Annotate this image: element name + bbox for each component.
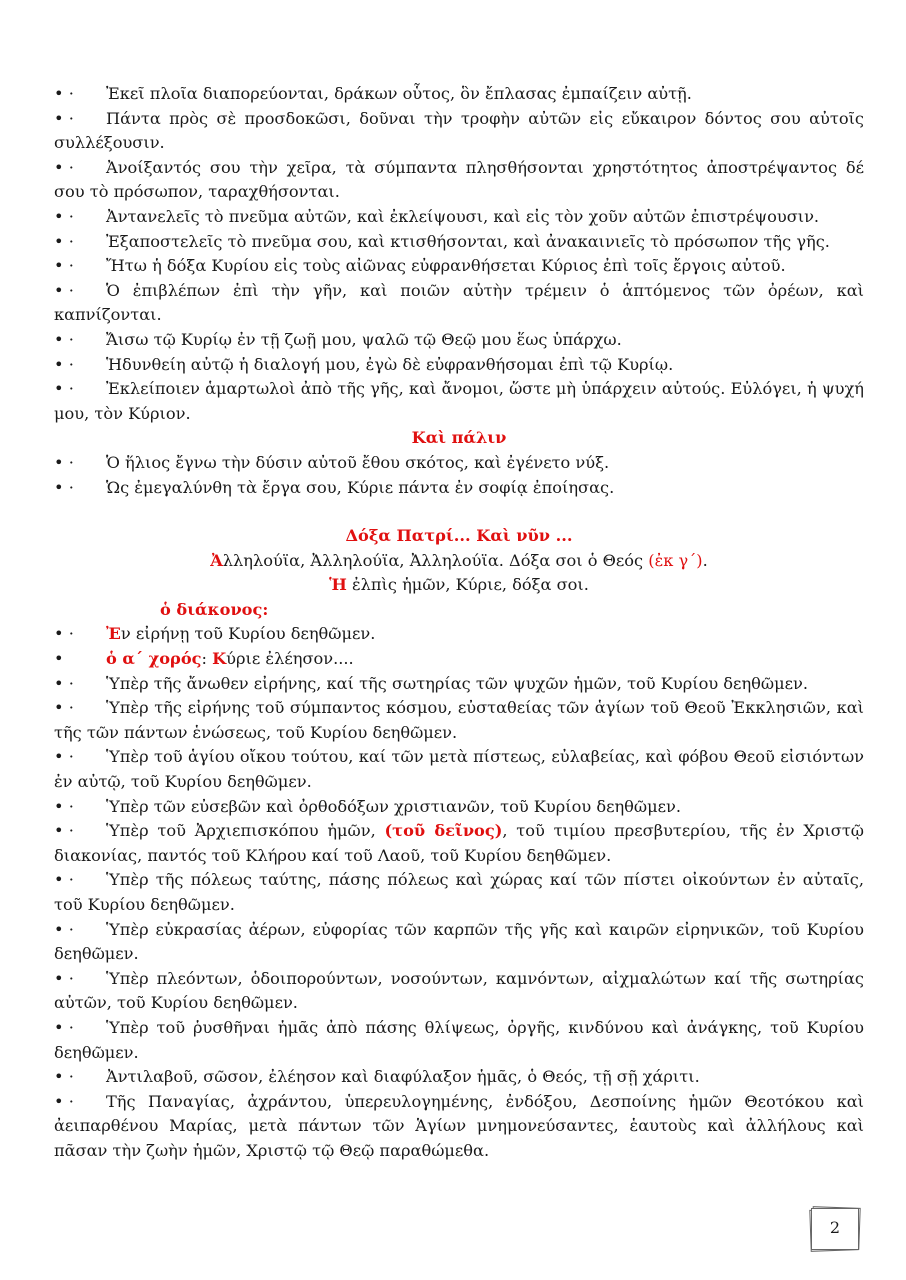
litany-petition-list bbox=[54, 672, 864, 820]
verse-line-text: Πάντα πρὸς σὲ προσδοκῶσι, δοῦναι τὴν τροφὴν αὐτῶν εἰς εὔκαιρον δόντος σου αὐτοῖς συλλέξουσιν. bbox=[54, 108, 864, 153]
petition-line bbox=[54, 1016, 864, 1065]
bullet: • · bbox=[54, 796, 74, 816]
bullet: • · bbox=[54, 1017, 74, 1037]
choir-initial: Κ bbox=[212, 649, 227, 669]
alleluia-initial: Ἀ bbox=[210, 550, 223, 570]
verse-line-text: Ἤτω ἡ δόξα Κυρίου εἰς τοὺς αἰῶνας εὐφρανθήσεται Κύριος ἐπὶ τοῖς ἔργοις αὐτοῦ. bbox=[106, 256, 786, 276]
verse-line-text: Ἀντανελεῖς τὸ πνεῦμα αὐτῶν, καὶ ἐκλείψουσι, καὶ εἰς τὸν χοῦν αὐτῶν ἐπιστρέψουσιν. bbox=[106, 206, 820, 226]
bullet: • · bbox=[54, 698, 74, 718]
petition-line-text: Ὑπὲρ τοῦ ῥυσθῆναι ἡμᾶς ἀπὸ πάσης θλίψεως, ὀργῆς, κινδύνου καὶ ἀνάγκης, τοῦ Κυρίου δεηθῶμεν. bbox=[54, 1017, 864, 1062]
bullet: • · bbox=[54, 329, 74, 349]
petition-line-text: Ὑπὲρ πλεόντων, ὁδοιπορούντων, νοσούντων, καμνόντων, αἰχμαλώτων καί τῆς σωτηρίας αὐτῶν, τοῦ Κυρίου δεηθῶμεν. bbox=[54, 968, 864, 1013]
bullet: • · bbox=[54, 379, 74, 399]
bullet: • · bbox=[54, 477, 74, 497]
verse-line bbox=[54, 476, 864, 501]
elpis-line bbox=[54, 573, 864, 598]
petition-line-text: Ὑπὲρ τῆς πόλεως ταύτης, πάσης πόλεως καὶ χώρας καί τῶν πίστει οἰκούντων ἐν αὐταῖς, τοῦ Κυρίου δεηθῶμεν. bbox=[54, 870, 864, 914]
bullet: • · bbox=[54, 673, 74, 693]
verse-line-text: Ἄισω τῷ Κυρίῳ ἐν τῇ ζωῇ μου, ψαλῶ τῷ Θεῷ μου ἕως ὑπάρχω. bbox=[106, 329, 622, 349]
kai-palin-heading: Καὶ πάλιν bbox=[411, 428, 507, 448]
petition-line-text: Ὑπὲρ τῶν εὐσεβῶν καὶ ὀρθοδόξων χριστιανῶν, τοῦ Κυρίου δεηθῶμεν. bbox=[106, 796, 682, 816]
bullet: • · bbox=[54, 870, 74, 890]
bullet: • · bbox=[54, 280, 74, 300]
verse-line bbox=[54, 353, 864, 378]
verse-line-text: Ὁ ἐπιβλέπων ἐπὶ τὴν γῆν, καὶ ποιῶν αὐτὴν τρέμειν ὁ ἁπτόμενος τῶν ὀρέων, καὶ καπνίζονται. bbox=[54, 280, 864, 325]
bullet: • · bbox=[54, 452, 74, 472]
bullet: • · bbox=[54, 84, 74, 103]
page-number: 2 bbox=[829, 1218, 841, 1237]
en-eirini-initial: Ἐ bbox=[106, 624, 121, 644]
petition-line bbox=[54, 868, 864, 917]
choir-response bbox=[54, 647, 864, 672]
alleluia-text: λληλούϊα, Ἀλληλούϊα, Ἀλληλούϊα. Δόξα σοι ὁ Θεός bbox=[222, 550, 649, 570]
petition-line bbox=[54, 696, 864, 745]
petition-line-text: Ὑπὲρ τῆς ἄνωθεν εἰρήνης, καί τῆς σωτηρίας τῶν ψυχῶν ἡμῶν, τοῦ Κυρίου δεηθῶμεν. bbox=[106, 673, 808, 693]
bullet: • · bbox=[54, 354, 74, 374]
archbishop-text-before: Ὑπὲρ τοῦ Ἀρχιεπισκόπου ἡμῶν, bbox=[106, 821, 385, 841]
document-page bbox=[54, 82, 864, 1164]
verse-line-text: Ἐκλείποιεν ἁμαρτωλοὶ ἀπὸ τῆς γῆς, καὶ ἄνομοι, ὥστε μὴ ὑπάρχειν αὐτούς. Εὐλόγει, ἡ ψυχή μου, τὸν Κύριον. bbox=[54, 379, 864, 423]
verse-line bbox=[54, 205, 864, 230]
verse-line bbox=[54, 328, 864, 353]
page-number-box bbox=[810, 1207, 862, 1251]
doxa-patri-heading: Δόξα Πατρί... Καὶ νῦν ... bbox=[345, 526, 573, 546]
bullet: • · bbox=[54, 919, 74, 939]
petition-line-text: Τῆς Παναγίας, ἀχράντου, ὑπερευλογημένης, ἐνδόξου, Δεσποίνης ἡμῶν Θεοτόκου καὶ ἀειπαρθένου Μαρίας, μετὰ πάντων τῶν Ἁγίων μνημονεύσαντες, ἑαυτοὺς καὶ ἀλλήλους καὶ πᾶσαν τὴν ζωὴν ἡμῶν, Χριστῷ τῷ Θεῷ παραθώμεθα. bbox=[54, 1091, 864, 1160]
verse-line bbox=[54, 377, 864, 426]
verse-line bbox=[54, 82, 864, 107]
petition-line bbox=[54, 918, 864, 967]
elpis-initial: Ἡ bbox=[329, 575, 347, 595]
bullet: • · bbox=[54, 821, 74, 841]
petition-line bbox=[54, 1065, 864, 1090]
petition-line-text: Ἀντιλαβοῦ, σῶσον, ἐλέησον καὶ διαφύλαξον ἡμᾶς, ὁ Θεός, τῇ σῇ χάριτι. bbox=[106, 1067, 700, 1087]
en-eirini-petition bbox=[54, 622, 864, 647]
verse-line bbox=[54, 156, 864, 205]
deacon-label: ὁ διάκονος: bbox=[160, 599, 269, 619]
bullet: • · bbox=[54, 624, 74, 644]
verse-line bbox=[54, 451, 864, 476]
choir-text: ύριε ἐλέησον.... bbox=[226, 649, 354, 669]
bullet: • · bbox=[54, 968, 74, 988]
litany-petition-list-continued bbox=[54, 868, 864, 1163]
bullet: • · bbox=[54, 747, 74, 767]
en-eirini-text: ν εἰρήνῃ τοῦ Κυρίου δεηθῶμεν. bbox=[120, 624, 376, 644]
bullet: • bbox=[54, 649, 64, 669]
bullet: • · bbox=[54, 256, 74, 276]
alleluia-end: . bbox=[702, 550, 708, 570]
verse-line-text: Ἀνοίξαντός σου τὴν χεῖρα, τὰ σύμπαντα πλησθήσονται χρηστότητος ἀποστρέψαντος δέ σου τὸ πρόσωπον, ταραχθήσονται. bbox=[54, 157, 864, 202]
bullet: • · bbox=[54, 108, 74, 128]
choir-colon: : bbox=[201, 649, 213, 669]
petition-line-text: Ὑπὲρ τοῦ ἁγίου οἴκου τούτου, καί τῶν μετὰ πίστεως, εὐλαβείας, καὶ φόβου Θεοῦ εἰσιόντων ἐν αὐτῷ, τοῦ Κυρίου δεηθῶμεν. bbox=[54, 747, 864, 792]
petition-line bbox=[54, 745, 864, 794]
bullet: • · bbox=[54, 1067, 74, 1087]
petition-line bbox=[54, 795, 864, 820]
verse-line-text: Ἐξαποστελεῖς τὸ πνεῦμα σου, καὶ κτισθήσονται, καὶ ἀνακαινιεῖς τὸ πρόσωπον τῆς γῆς. bbox=[106, 231, 830, 251]
verse-line-text: Ἡδυνθείη αὐτῷ ἡ διαλογή μου, ἐγὼ δὲ εὐφρανθήσομαι ἐπὶ τῷ Κυρίῳ. bbox=[106, 354, 674, 374]
petition-line bbox=[54, 672, 864, 697]
archbishop-name-placeholder: (τοῦ δεῖνος) bbox=[384, 821, 503, 841]
petition-line bbox=[54, 1090, 864, 1164]
verse-line-text: Ἐκεῖ πλοῖα διαπορεύονται, δράκων οὗτος, ὃν ἔπλασας ἐμπαίζειν αὐτῇ. bbox=[106, 84, 692, 103]
verse-line bbox=[54, 279, 864, 328]
evening-verse-list bbox=[54, 451, 864, 500]
bullet: • · bbox=[54, 206, 74, 226]
verse-line-text: Ὡς ἐμεγαλύνθη τὰ ἔργα σου, Κύριε πάντα ἐν σοφίᾳ ἐποίησας. bbox=[106, 477, 615, 497]
psalm-verse-list bbox=[54, 82, 864, 426]
petition-line-text: Ὑπὲρ εὐκρασίας ἀέρων, εὐφορίας τῶν καρπῶν τῆς γῆς καὶ καιρῶν εἰρηνικῶν, τοῦ Κυρίου δεηθῶμεν. bbox=[54, 919, 864, 964]
petition-line-text: Ὑπὲρ τῆς εἰρήνης τοῦ σύμπαντος κόσμου, εὐσταθείας τῶν ἁγίων τοῦ Θεοῦ Ἐκκλησιῶν, καὶ τῆς τῶν πάντων ἑνώσεως, τοῦ Κυρίου δεηθῶμεν. bbox=[54, 698, 864, 742]
verse-line bbox=[54, 230, 864, 255]
verse-line bbox=[54, 107, 864, 156]
choir-label: ὁ α΄ χορός bbox=[106, 649, 202, 669]
petition-line bbox=[54, 967, 864, 1016]
verse-line bbox=[54, 254, 864, 279]
elpis-text: ἐλπὶς ἡμῶν, Κύριε, δόξα σοι. bbox=[346, 575, 589, 595]
alleluia-repeat-note: (ἐκ γ΄) bbox=[648, 550, 703, 570]
bullet: • · bbox=[54, 231, 74, 251]
verse-line-text: Ὁ ἥλιος ἔγνω τὴν δύσιν αὐτοῦ ἔθου σκότος, καὶ ἐγένετο νύξ. bbox=[106, 452, 610, 472]
bullet: • · bbox=[54, 1091, 74, 1111]
archbishop-text-after: , τοῦ τιμίου πρεσβυτερίου, τῆς ἐν Χριστῷ διακονίας, παντός τοῦ Κλήρου καί τοῦ Λαοῦ, τοῦ Κυρίου δεηθῶμεν. bbox=[54, 821, 864, 865]
alleluia-line bbox=[54, 549, 864, 574]
bullet: • · bbox=[54, 157, 74, 177]
archbishop-petition bbox=[54, 819, 864, 868]
